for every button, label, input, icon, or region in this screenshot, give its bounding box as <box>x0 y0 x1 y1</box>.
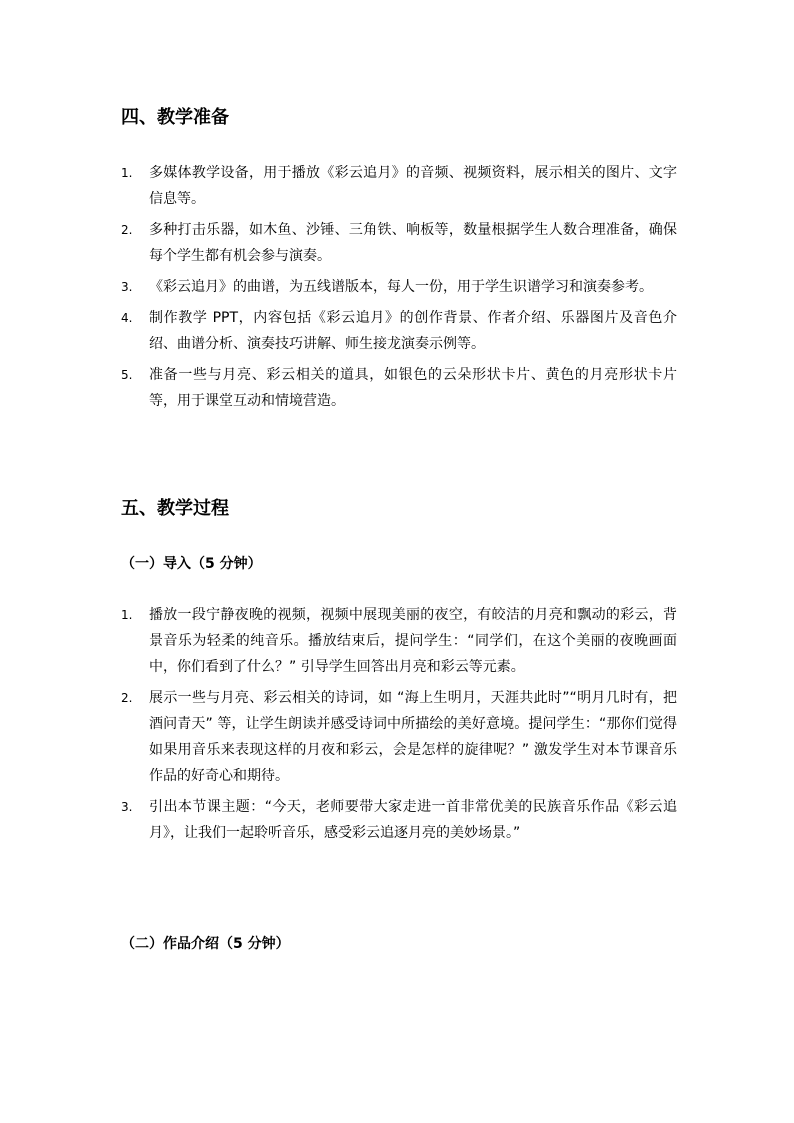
section-heading-teaching-process: 五、教学过程 <box>121 498 229 519</box>
list-item <box>121 160 677 212</box>
list-item-text: 引出本节课主题：“今天，老师要带大家走进一首非常优美的民族音乐作品《彩云追月》，让我们一起聆听音乐，感受彩云追逐月亮的美妙场景。” <box>149 799 677 841</box>
list-item-number: 4. <box>121 311 133 325</box>
list-item-number: 5. <box>121 368 133 382</box>
list-item-text: 多媒体教学设备，用于播放《彩云追月》的音频、视频资料，展示相关的图片、文字信息等。 <box>149 165 677 207</box>
preparation-list <box>121 160 677 419</box>
list-item-number: 3. <box>121 280 133 294</box>
list-item <box>121 362 677 414</box>
introduction-list <box>121 602 677 851</box>
list-item-number: 3. <box>121 800 133 814</box>
list-item-text: 展示一些与月亮、彩云相关的诗词，如 “海上生明月，天涯共此时”“明月几时有，把酒问青天” 等，让学生朗读并感受诗词中所描绘的美好意境。提问学生：“那你们觉得如果用音乐来表现这样的月夜和彩云，会是怎样的旋律呢？” 激发学生对本节课音乐作品的好奇心和期待。 <box>149 690 677 784</box>
subsection-heading-work-introduction: （二）作品介绍（5 分钟） <box>121 936 290 952</box>
list-item-number: 1. <box>121 166 133 180</box>
list-item-text: 播放一段宁静夜晚的视频，视频中展现美丽的夜空，有皎洁的月亮和飘动的彩云，背景音乐为轻柔的纯音乐。播放结束后，提问学生：“同学们，在这个美丽的夜晚画面中，你们看到了什么？” 引导学生回答出月亮和彩云等元素。 <box>149 607 677 675</box>
list-item-text: 《彩云追月》的曲谱，为五线谱版本，每人一份，用于学生识谱学习和演奏参考。 <box>149 279 653 295</box>
list-item <box>121 602 677 680</box>
list-item <box>121 305 677 357</box>
list-item <box>121 685 677 789</box>
section-heading-teaching-preparation: 四、教学准备 <box>121 107 229 128</box>
list-item-number: 2. <box>121 691 133 705</box>
list-item-number: 1. <box>121 608 133 622</box>
list-item <box>121 217 677 269</box>
list-item-text: 制作教学 PPT，内容包括《彩云追月》的创作背景、作者介绍、乐器图片及音色介绍、曲谱分析、演奏技巧讲解、师生接龙演奏示例等。 <box>149 310 677 352</box>
list-item <box>121 274 677 300</box>
list-item-number: 2. <box>121 223 133 237</box>
list-item <box>121 794 677 846</box>
subsection-heading-introduction: （一）导入（5 分钟） <box>121 556 262 572</box>
list-item-text: 多种打击乐器，如木鱼、沙锤、三角铁、响板等，数量根据学生人数合理准备，确保每个学生都有机会参与演奏。 <box>149 222 677 264</box>
list-item-text: 准备一些与月亮、彩云相关的道具，如银色的云朵形状卡片、黄色的月亮形状卡片等，用于课堂互动和情境营造。 <box>149 367 677 409</box>
